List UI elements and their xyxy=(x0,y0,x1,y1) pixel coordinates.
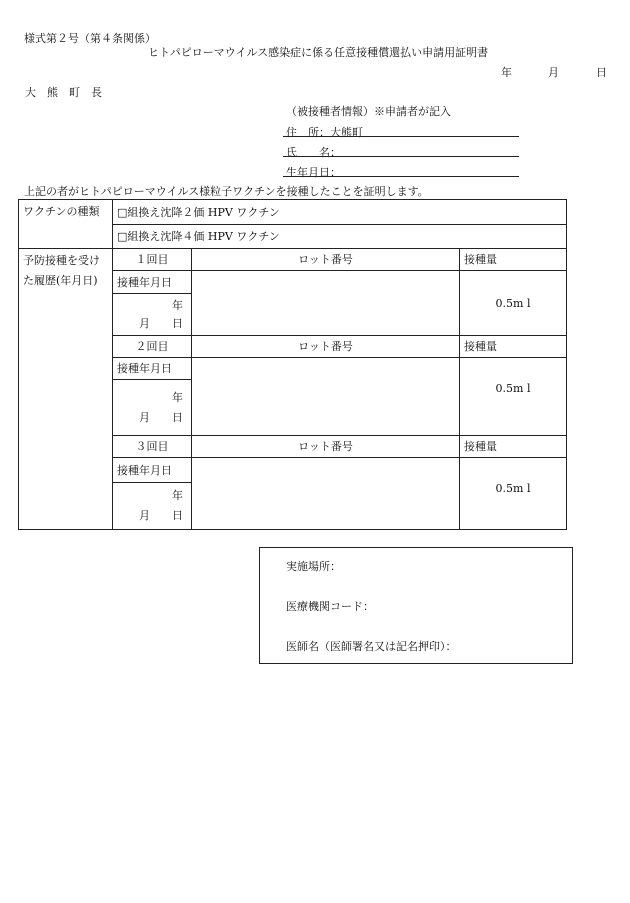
recipient-info-header: （被接種者情報）※申請者が記入 xyxy=(286,105,451,118)
facility-place-label: 実施場所： xyxy=(286,560,341,573)
month-label: 月 xyxy=(139,410,150,424)
dose-number: ２回目 xyxy=(113,336,192,358)
year-label: 年 xyxy=(172,390,183,404)
form-number: 様式第２号（第４条関係） xyxy=(24,32,156,45)
facility-box xyxy=(259,547,573,664)
recipient-name-label: 氏 名： xyxy=(286,146,341,159)
doctor-name-label: 医師名（医師署名又は記名押印）： xyxy=(286,640,457,653)
dose-number: ３回目 xyxy=(113,436,192,458)
year-label: 年 xyxy=(172,298,183,312)
recipient-birth-label: 生年月日： xyxy=(286,166,341,179)
lot-number-field[interactable] xyxy=(192,458,460,530)
date-month: 月 xyxy=(548,66,559,79)
recipient-name-line xyxy=(283,156,519,157)
vaccine-option-4valent[interactable]: □組換え沈降４価 HPV ワクチン xyxy=(113,225,567,249)
lot-number-field[interactable] xyxy=(192,271,460,336)
month-label: 月 xyxy=(139,509,150,522)
dose-amount-value: 0.5m l xyxy=(460,271,567,336)
month-label: 月 xyxy=(139,316,150,330)
dose-amount-label: 接種量 xyxy=(460,336,567,358)
day-label: 日 xyxy=(172,316,183,330)
date-day: 日 xyxy=(596,66,607,79)
day-label: 日 xyxy=(172,509,183,522)
vaccination-date-label: 接種年月日 xyxy=(113,458,192,483)
recipient-address-label: 住 所：大熊町 xyxy=(286,126,363,139)
document-title: ヒトパピローマウイルス感染症に係る任意接種償還払い申請用証明書 xyxy=(148,46,489,59)
vaccine-type-label: ワクチンの種類 xyxy=(19,200,113,249)
dose-number: １回目 xyxy=(113,249,192,271)
date-year: 年 xyxy=(501,66,512,79)
vaccination-date-label: 接種年月日 xyxy=(113,271,192,294)
recipient-address-line xyxy=(283,136,519,137)
certification-statement: 上記の者がヒトパピローマウイルス様粒子ワクチンを接種したことを証明します。 xyxy=(24,185,429,198)
vaccination-date-field[interactable] xyxy=(113,294,192,336)
vaccination-date-field[interactable] xyxy=(113,483,192,530)
history-label: 予防接種を受けた履歴(年月日) xyxy=(19,249,113,530)
dose-header-row xyxy=(19,249,567,271)
dose-amount-value: 0.5m l xyxy=(460,458,567,530)
dose-amount-label: 接種量 xyxy=(460,436,567,458)
addressee: 大 熊 町 長 xyxy=(25,86,102,99)
recipient-birth-line xyxy=(283,176,519,177)
lot-number-label: ロット番号 xyxy=(192,249,460,271)
vaccination-date-label: 接種年月日 xyxy=(113,358,192,380)
day-label: 日 xyxy=(172,410,183,424)
lot-number-label: ロット番号 xyxy=(192,336,460,358)
vaccination-table xyxy=(18,199,567,530)
year-label: 年 xyxy=(172,489,183,502)
dose-amount-value: 0.5m l xyxy=(460,358,567,436)
vaccine-type-row xyxy=(19,200,567,225)
vaccine-option-2valent[interactable]: □組換え沈降２価 HPV ワクチン xyxy=(113,200,567,225)
facility-code-label: 医療機関コード： xyxy=(286,600,374,613)
dose-amount-label: 接種量 xyxy=(460,249,567,271)
lot-number-field[interactable] xyxy=(192,358,460,436)
vaccination-date-field[interactable] xyxy=(113,380,192,436)
lot-number-label: ロット番号 xyxy=(192,436,460,458)
